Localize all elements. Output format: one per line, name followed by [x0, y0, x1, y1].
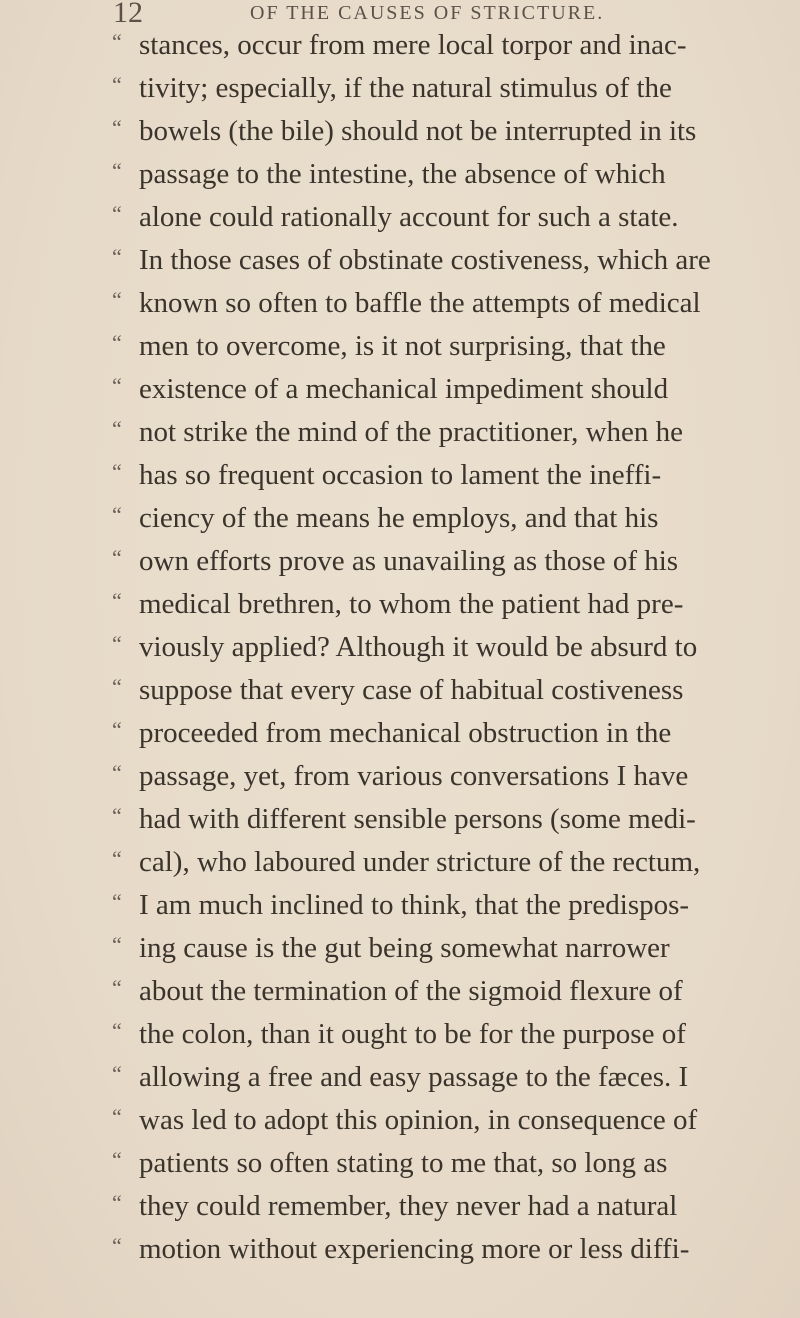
- quote-mark: “: [112, 588, 122, 613]
- line-text: about the termination of the sigmoid flexure of: [139, 975, 683, 1007]
- quote-mark: “: [112, 1147, 122, 1172]
- line-text: proceeded from mechanical obstruction in the: [139, 717, 672, 749]
- text-line: [112, 67, 774, 110]
- line-text: passage, yet, from various conversations I have: [139, 760, 689, 792]
- line-text: medical brethren, to whom the patient had pre-: [139, 588, 684, 620]
- quote-mark: “: [112, 115, 122, 140]
- line-text: suppose that every case of habitual costiveness: [139, 674, 684, 706]
- line-text: existence of a mechanical impediment should: [139, 373, 669, 405]
- quote-mark: “: [112, 803, 122, 828]
- line-text: they could remember, they never had a natural: [139, 1190, 678, 1222]
- text-line: [112, 110, 774, 153]
- text-line: [112, 153, 774, 196]
- line-text: patients so often stating to me that, so long as: [139, 1147, 668, 1179]
- quote-mark: “: [112, 846, 122, 871]
- line-text: the colon, than it ought to be for the purpose of: [139, 1018, 686, 1050]
- text-line: [112, 1099, 774, 1142]
- line-text: cal), who laboured under stricture of the rectum,: [139, 846, 701, 878]
- quote-mark: “: [112, 674, 122, 699]
- text-line: [112, 239, 774, 282]
- quote-mark: “: [112, 760, 122, 785]
- text-line: [112, 798, 774, 841]
- page-number: 12: [113, 0, 143, 29]
- quote-mark: “: [112, 72, 122, 97]
- quote-mark: “: [112, 717, 122, 742]
- line-text: own efforts prove as unavailing as those of his: [139, 545, 679, 577]
- text-line: [112, 540, 774, 583]
- quote-mark: “: [112, 631, 122, 656]
- text-line: [112, 454, 774, 497]
- text-line: [112, 1013, 774, 1056]
- text-line: [112, 24, 774, 67]
- text-line: [112, 411, 774, 454]
- text-line: [112, 970, 774, 1013]
- quote-mark: “: [112, 932, 122, 957]
- line-text: viously applied? Although it would be absurd to: [139, 631, 698, 663]
- quote-mark: “: [112, 1233, 122, 1258]
- line-text: In those cases of obstinate costiveness, which are: [139, 244, 711, 276]
- line-text: tivity; especially, if the natural stimulus of the: [139, 72, 672, 104]
- line-text: alone could rationally account for such a state.: [139, 201, 679, 233]
- text-line: [112, 927, 774, 970]
- text-line: [112, 1228, 774, 1271]
- line-text: ing cause is the gut being somewhat narrower: [139, 932, 670, 964]
- text-line: [112, 497, 774, 540]
- quote-mark: “: [112, 1190, 122, 1215]
- text-line: [112, 583, 774, 626]
- line-text: has so frequent occasion to lament the ineffi-: [139, 459, 662, 491]
- text-line: [112, 626, 774, 669]
- line-text: I am much inclined to think, that the predispos-: [139, 889, 690, 921]
- line-text: known so often to baffle the attempts of medical: [139, 287, 701, 319]
- text-line: [112, 1142, 774, 1185]
- text-line: [112, 712, 774, 755]
- text-line: [112, 841, 774, 884]
- quote-mark: “: [112, 244, 122, 269]
- quote-mark: “: [112, 975, 122, 1000]
- quote-mark: “: [112, 201, 122, 226]
- text-line: [112, 755, 774, 798]
- text-line: [112, 368, 774, 411]
- text-line: [112, 884, 774, 927]
- line-text: not strike the mind of the practitioner, when he: [139, 416, 684, 448]
- quote-mark: “: [112, 373, 122, 398]
- line-text: ciency of the means he employs, and that his: [139, 502, 659, 534]
- quote-mark: “: [112, 1018, 122, 1043]
- text-line: [112, 282, 774, 325]
- line-text: passage to the intestine, the absence of which: [139, 158, 666, 190]
- text-line: [112, 1056, 774, 1099]
- text-line: [112, 196, 774, 239]
- text-line: [112, 1185, 774, 1228]
- quote-mark: “: [112, 416, 122, 441]
- line-text: men to overcome, is it not surprising, that the: [139, 330, 666, 362]
- quote-mark: “: [112, 158, 122, 183]
- text-line: [112, 325, 774, 368]
- quote-mark: “: [112, 287, 122, 312]
- quote-mark: “: [112, 502, 122, 527]
- quote-mark: “: [112, 330, 122, 355]
- line-text: was led to adopt this opinion, in consequence of: [139, 1104, 698, 1136]
- quote-mark: “: [112, 459, 122, 484]
- quote-mark: “: [112, 29, 122, 54]
- body-text: [112, 24, 774, 1271]
- quote-mark: “: [112, 545, 122, 570]
- line-text: bowels (the bile) should not be interrupted in its: [139, 115, 697, 147]
- line-text: motion without experiencing more or less diffi-: [139, 1233, 690, 1265]
- running-title: OF THE CAUSES OF STRICTURE.: [250, 2, 605, 24]
- line-text: had with different sensible persons (some medi-: [139, 803, 696, 835]
- line-text: stances, occur from mere local torpor and inac-: [139, 29, 687, 61]
- quote-mark: “: [112, 889, 122, 914]
- quote-mark: “: [112, 1104, 122, 1129]
- quote-mark: “: [112, 1061, 122, 1086]
- line-text: allowing a free and easy passage to the fæces. I: [139, 1061, 689, 1093]
- text-line: [112, 669, 774, 712]
